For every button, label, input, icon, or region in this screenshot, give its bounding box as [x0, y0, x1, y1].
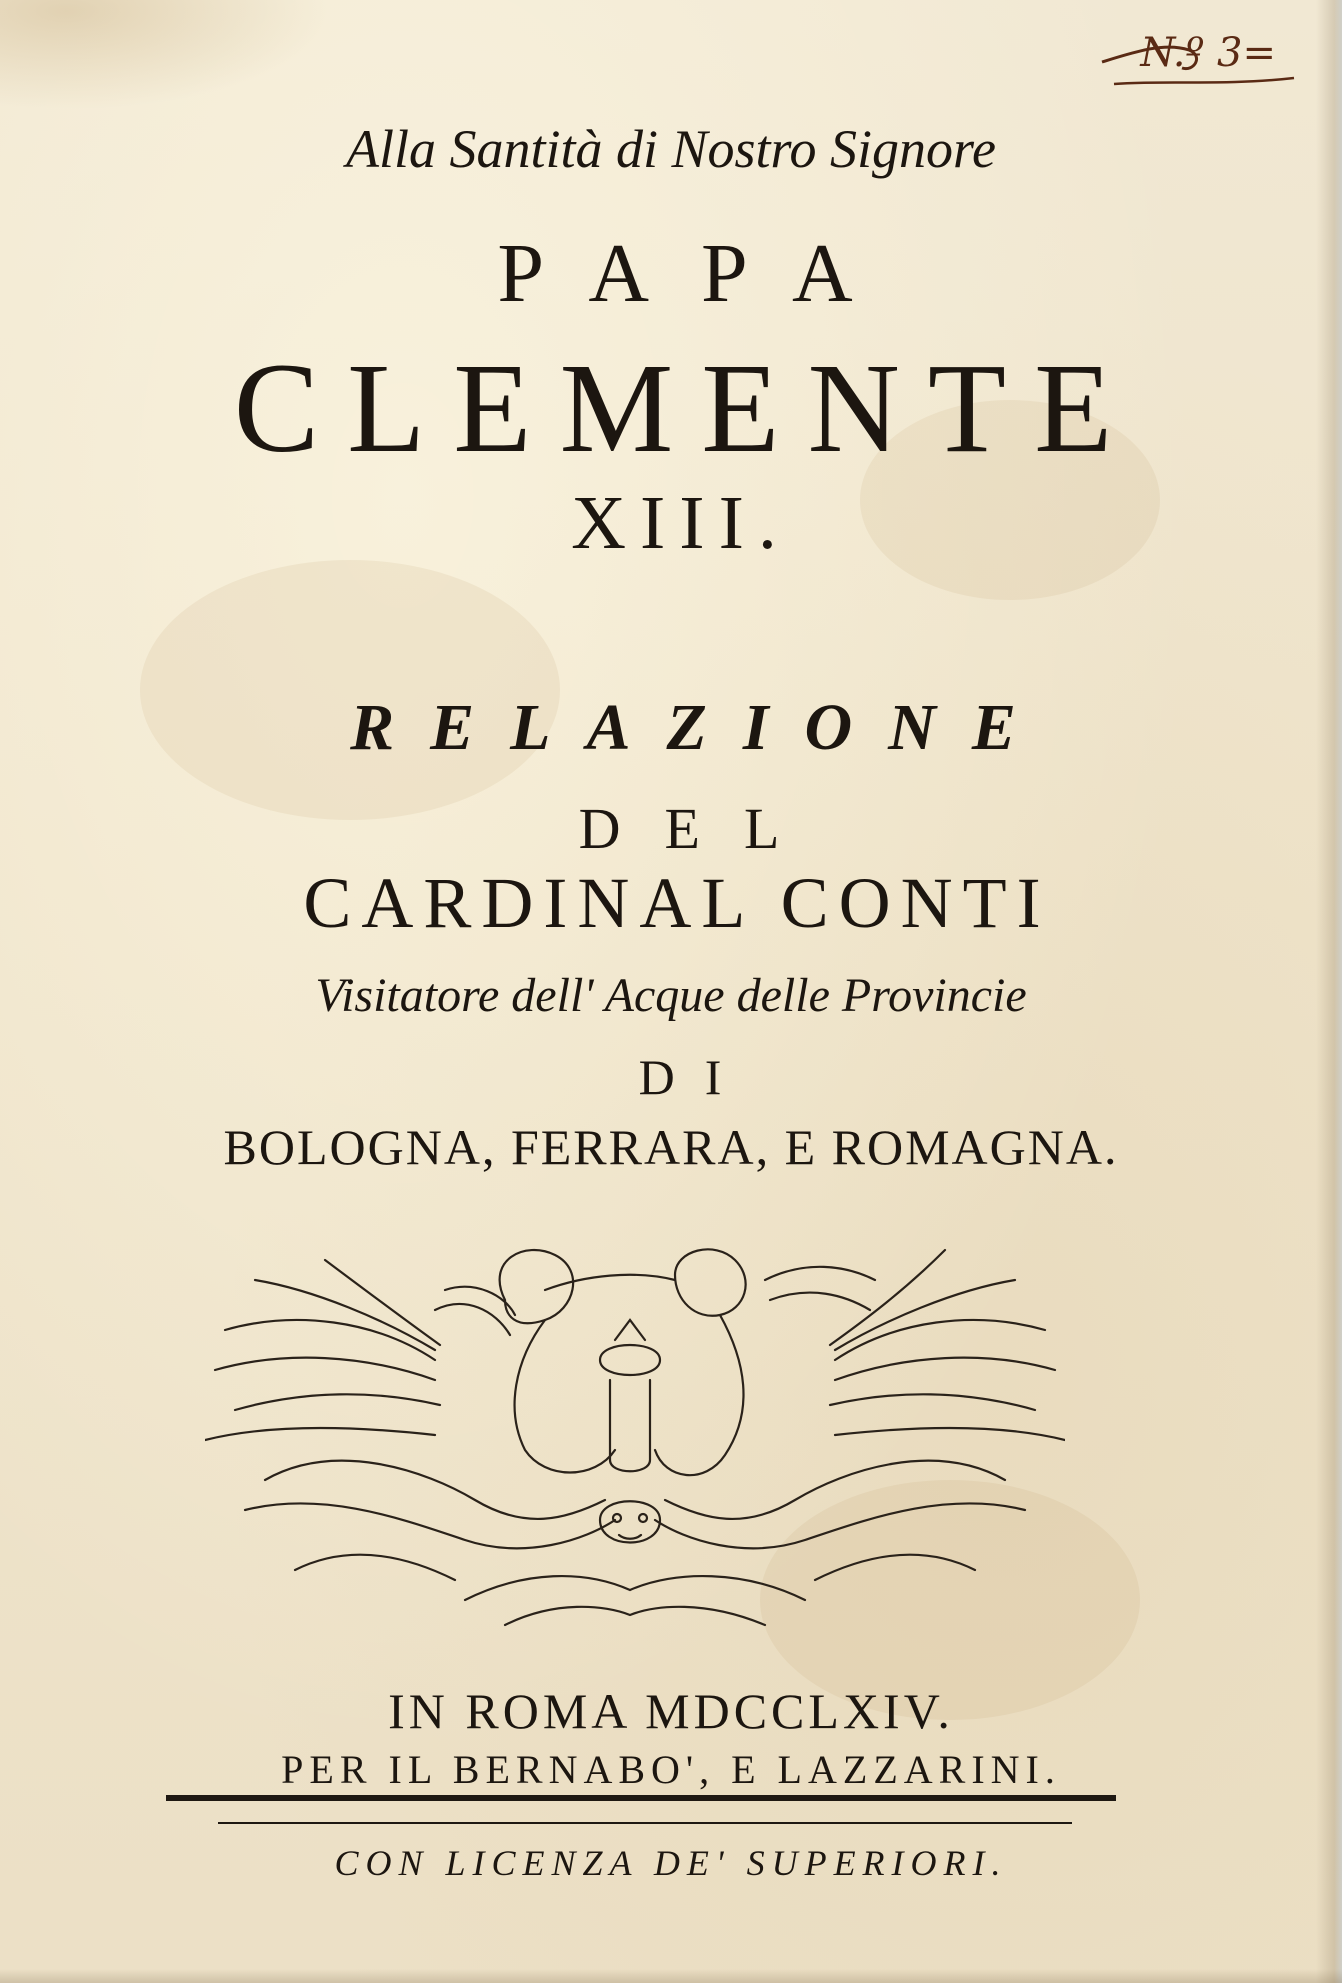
- title-papa: PAPA: [497, 227, 905, 320]
- relazione-heading: RELAZIONE: [350, 691, 1052, 764]
- title-clemente: CLEMENTE: [233, 337, 1141, 479]
- di-line: DI: [638, 1049, 752, 1105]
- page-edge-bottom: [0, 1969, 1342, 1983]
- del-line: DEL: [578, 796, 824, 861]
- thin-rule: [218, 1822, 1072, 1824]
- dedication-line: Alla Santità di Nostro Signore: [345, 119, 997, 179]
- cherubs-vignette-icon: [205, 1240, 1065, 1630]
- imprint-place-date: IN ROMA MDCCLXIV.: [388, 1683, 954, 1739]
- thick-rule: [166, 1795, 1116, 1801]
- author-role: Visitatore dell' Acque delle Provincie: [315, 969, 1027, 1022]
- title-xiii: XIII.: [571, 481, 791, 565]
- page-edge-right: [1316, 0, 1342, 1983]
- imprint-printer: PER IL BERNABO', E LAZZARINI.: [281, 1747, 1061, 1792]
- provinces-line: BOLOGNA, FERRARA, E ROMAGNA.: [223, 1119, 1119, 1175]
- author-name: CARDINAL CONTI: [303, 863, 1051, 943]
- license-line: CON LICENZA DE' SUPERIORI.: [334, 1843, 1008, 1883]
- inventory-number: N.º 3=: [1140, 30, 1276, 76]
- torn-corner: [0, 0, 330, 110]
